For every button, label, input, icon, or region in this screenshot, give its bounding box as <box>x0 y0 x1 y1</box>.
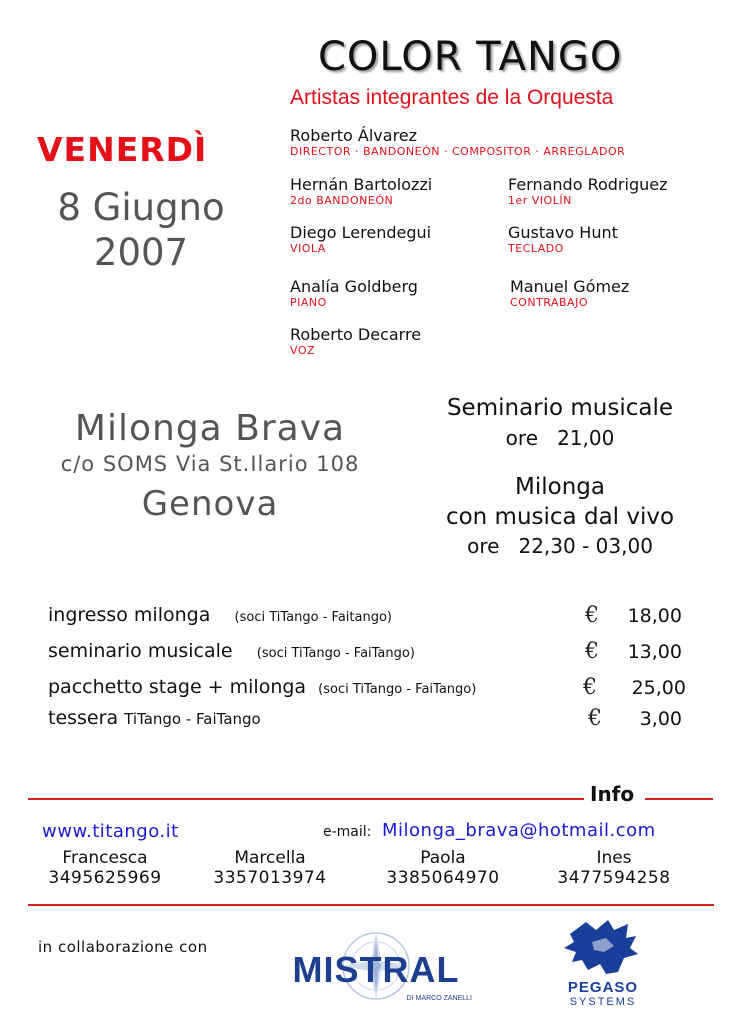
member-name: Roberto Álvarez <box>290 126 418 145</box>
pegasus-icon <box>548 916 658 1008</box>
price-label: ingresso milonga <box>48 604 211 626</box>
collaboration-text: in collaborazione con <box>38 938 208 956</box>
seminar-time: ore 21,00 <box>505 426 615 450</box>
member-role: 2do BANDONEÓN <box>290 194 394 207</box>
contact-phone: 3385064970 <box>386 868 500 888</box>
price-label: pacchetto stage + milonga <box>48 676 307 698</box>
email-link[interactable]: Milonga_brava@hotmail.com <box>382 820 656 841</box>
price-note: (soci TiTango - FaiTango) <box>256 646 415 661</box>
currency-symbol: € <box>588 706 602 731</box>
member-item <box>510 277 629 309</box>
contact-phone: 3495625969 <box>48 868 162 888</box>
member-role: TECLADO <box>508 242 564 255</box>
event-date: 8 Giugno <box>57 186 225 229</box>
divider-top <box>28 798 584 800</box>
divider-bottom <box>28 904 714 906</box>
price-amount: 25,00 <box>631 677 686 699</box>
member-name: Diego Lerendegui <box>290 223 432 242</box>
venue-name: Milonga Brava <box>74 408 346 449</box>
price-amount: 18,00 <box>627 605 682 627</box>
contact-name: Francesca <box>62 848 148 868</box>
contact-item <box>534 848 694 888</box>
email-label: e-mail: <box>323 824 372 840</box>
member-item <box>290 126 625 158</box>
member-role: PIANO <box>290 296 327 309</box>
contact-name: Paola <box>420 848 466 868</box>
member-item <box>508 175 668 207</box>
member-name: Fernando Rodriguez <box>508 175 668 194</box>
mistral-wordmark: MISTRAL <box>292 949 460 990</box>
member-item <box>290 325 421 357</box>
milonga-title: Milonga <box>515 474 605 500</box>
member-role: VIOLA <box>290 242 326 255</box>
event-year: 2007 <box>93 231 189 274</box>
price-note: (soci TiTango - Faitango) <box>234 610 392 625</box>
member-item <box>290 277 418 309</box>
seminar-title: Seminario musicale <box>446 395 674 421</box>
currency-symbol: € <box>583 675 597 700</box>
mistral-subtext: DI MARCO ZANELLI <box>406 995 472 1002</box>
member-item <box>290 175 432 207</box>
compass-rose-icon <box>276 930 476 1004</box>
venue-address: c/o SOMS Via St.Ilario 108 <box>60 452 360 476</box>
contact-item <box>363 848 523 888</box>
member-role: DIRECTOR · BANDONEÓN · COMPOSITOR · ARREGLADOR <box>290 145 626 158</box>
member-role: VOZ <box>290 344 316 357</box>
orchestra-subtitle: Artistas integrantes de la Orquesta <box>290 86 614 109</box>
price-row <box>48 707 261 729</box>
price-amount: 13,00 <box>627 641 682 663</box>
member-role: 1er VIOLÍN <box>508 194 572 207</box>
price-row <box>48 604 392 626</box>
contact-item <box>190 848 350 888</box>
member-name: Manuel Gómez <box>510 277 630 296</box>
divider-top-right <box>645 798 713 800</box>
pegaso-logo <box>548 916 658 1008</box>
member-role: CONTRABAJO <box>510 296 588 309</box>
member-name: Roberto Decarre <box>290 325 422 344</box>
member-item <box>290 223 431 255</box>
price-note: (soci TiTango - FaiTango) <box>318 682 477 697</box>
currency-symbol: € <box>585 639 599 664</box>
pegaso-subtext: SYSTEMS <box>569 996 637 1008</box>
venue-city: Genova <box>141 484 279 524</box>
price-label: seminario musicale <box>48 640 233 662</box>
member-name: Hernán Bartolozzi <box>290 175 433 194</box>
price-amount: 3,00 <box>639 708 682 730</box>
page-title: COLOR TANGO <box>318 34 623 80</box>
event-day: VENERDÌ <box>37 130 208 169</box>
member-item <box>508 223 618 255</box>
member-name: Analía Goldberg <box>290 277 418 296</box>
currency-symbol: € <box>585 603 599 628</box>
milonga-subtitle: con musica dal vivo <box>445 504 675 530</box>
price-row <box>48 676 476 698</box>
contact-item <box>25 848 185 888</box>
member-name: Gustavo Hunt <box>508 223 618 242</box>
price-row <box>48 640 415 662</box>
milonga-time: ore 22,30 - 03,00 <box>467 534 653 558</box>
contact-phone: 3357013974 <box>213 868 327 888</box>
contact-phone: 3477594258 <box>557 868 671 888</box>
contact-name: Marcella <box>234 848 306 868</box>
pegaso-wordmark: PEGASO <box>567 979 639 996</box>
mistral-logo <box>276 930 476 1004</box>
website-link[interactable]: www.titango.it <box>42 821 179 842</box>
price-note: TiTango - FaiTango <box>124 710 261 728</box>
contact-name: Ines <box>596 848 632 868</box>
info-label: Info <box>590 782 635 806</box>
price-label: tessera <box>48 707 119 729</box>
